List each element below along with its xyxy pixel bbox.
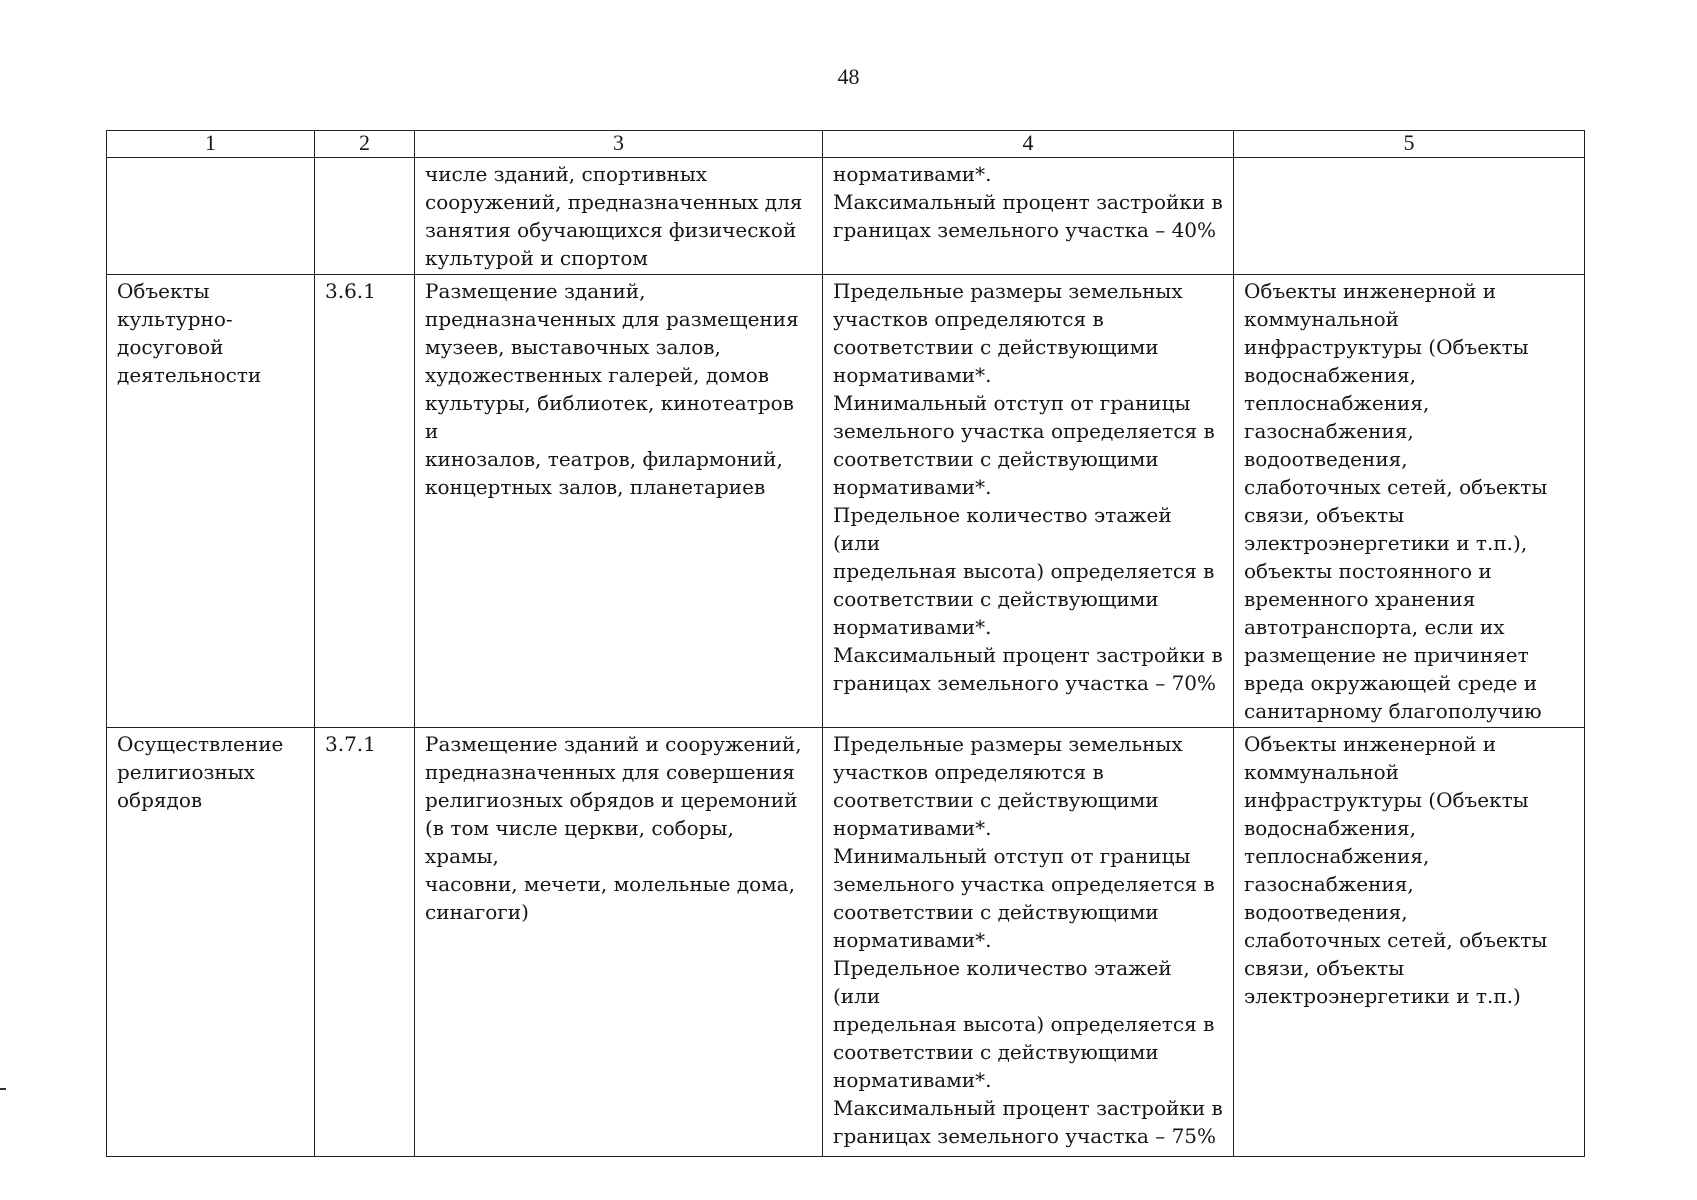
cell-description: Размещение зданий и сооружений, предназначенных для совершения религиозных обрядов и церемоний (в том числе церкви, соборы, храмы, часовни, мечети, молельные дома, синагоги) <box>415 728 823 1157</box>
header-row <box>107 131 1585 158</box>
cell-auxiliary <box>1234 158 1585 275</box>
land-use-table <box>106 130 1585 1157</box>
cell-code: 3.6.1 <box>315 275 415 728</box>
cell-name <box>107 158 315 275</box>
cell-description: числе зданий, спортивных сооружений, предназначенных для занятия обучающихся физической культурой и спортом <box>415 158 823 275</box>
cell-description: Размещение зданий, предназначенных для размещения музеев, выставочных залов, художественных галерей, домов культуры, библиотек, кинотеатров и кинозалов, театров, филармоний, концертных залов, планетариев <box>415 275 823 728</box>
column-header-1: 1 <box>107 131 315 158</box>
column-header-2: 2 <box>315 131 415 158</box>
cell-auxiliary: Объекты инженерной и коммунальной инфраструктуры (Объекты водоснабжения, теплоснабжения, газоснабжения, водоотведения, слаботочных сетей, объекты связи, объекты электроэнергетики и т.п.), объекты постоянного и временного хранения автотранспорта, если их размещение не причиняет вреда окружающей среде и санитарному благополучию <box>1234 275 1585 728</box>
cell-parameters: Предельные размеры земельных участков определяются в соответствии с действующими нормативами*. Минимальный отступ от границы земельного участка определяется в соответствии с действующими нормативами*. Предельное количество этажей (или предельная высота) определяется в соответствии с действующими нормативами*. Максимальный процент застройки в границах земельного участка – 70% <box>823 275 1234 728</box>
column-header-4: 4 <box>823 131 1234 158</box>
column-header-3: 3 <box>415 131 823 158</box>
page-number: 48 <box>837 64 860 89</box>
cell-code: 3.7.1 <box>315 728 415 1157</box>
table-row-cultural <box>107 275 1585 728</box>
column-header-5: 5 <box>1234 131 1585 158</box>
table-row-continuation <box>107 158 1585 275</box>
cell-name: Осуществление религиозных обрядов <box>107 728 315 1157</box>
table-row-religious <box>107 728 1585 1157</box>
cell-parameters: Предельные размеры земельных участков определяются в соответствии с действующими нормативами*. Минимальный отступ от границы земельного участка определяется в соответствии с действующими нормативами*. Предельное количество этажей (или предельная высота) определяется в соответствии с действующими нормативами*. Максимальный процент застройки в границах земельного участка – 75% <box>823 728 1234 1157</box>
cell-name: Объекты культурно- досуговой деятельности <box>107 275 315 728</box>
cell-parameters: нормативами*. Максимальный процент застройки в границах земельного участка – 40% <box>823 158 1234 275</box>
cell-code <box>315 158 415 275</box>
scan-edge-mark <box>0 1088 6 1090</box>
cell-auxiliary: Объекты инженерной и коммунальной инфраструктуры (Объекты водоснабжения, теплоснабжения, газоснабжения, водоотведения, слаботочных сетей, объекты связи, объекты электроэнергетики и т.п.) <box>1234 728 1585 1157</box>
